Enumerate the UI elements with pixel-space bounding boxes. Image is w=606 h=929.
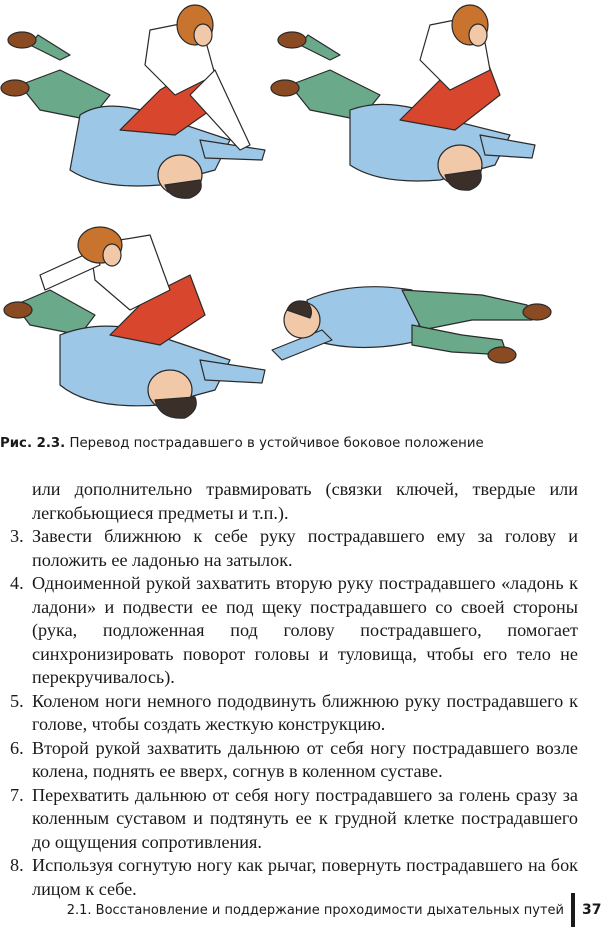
list-number: 6.	[10, 737, 24, 758]
list-text: Второй рукой захватить дальнюю от себя ногу пострадавшего возле колена, поднять ее вверх, согнув в коленном суставе.	[32, 737, 578, 781]
list-item	[10, 525, 578, 572]
list-number: 4.	[10, 573, 24, 593]
list-text: Одноименной рукой захватить вторую руку пострадавшего «ладонь к ладони» и подвести ее под щеку пострадавшего со своей стороны (рука, подложенная под голову пострадавшего, помогает синхронизировать поворот головы и туловища, чтобы его тело не перекручивалось).	[32, 573, 578, 687]
continuation-paragraph: или дополнительно травмировать (связки ключей, твердые или легкобьющиеся предметы и т.п.).	[32, 479, 578, 523]
chapter-title: 2.1. Восстановление и поддержание проходимости дыхательных путей	[66, 903, 564, 918]
steps-list	[10, 525, 578, 901]
list-item	[10, 572, 578, 690]
list-number: 7.	[10, 784, 24, 805]
body-text	[10, 478, 578, 901]
list-item	[10, 854, 578, 901]
list-text: Коленом ноги немного пододвинуть ближнюю руку пострадавшего к голове, чтобы создать жесткую конструкцию.	[32, 690, 578, 734]
illustration-step-3	[0, 215, 290, 430]
list-number: 5.	[10, 690, 24, 711]
list-number: 8.	[10, 855, 24, 875]
list-item	[10, 784, 578, 855]
footer-divider	[571, 893, 575, 927]
figure-caption-label: Рис. 2.3.	[0, 436, 66, 451]
illustration-recovery-position	[262, 270, 606, 380]
figure-caption-text: Перевод пострадавшего в устойчивое боковое положение	[69, 436, 484, 451]
list-text: Используя согнутую ногу как рычаг, повернуть пострадавшего на бок лицом к себе.	[32, 855, 578, 899]
list-item	[10, 690, 578, 737]
page-number: 37	[582, 902, 602, 918]
page-footer	[0, 897, 606, 929]
illustration-step-1	[0, 0, 290, 205]
list-number: 3.	[10, 526, 24, 546]
illustration-step-2	[270, 0, 606, 205]
list-text: Завести ближнюю к себе руку пострадавшего ему за голову и положить ее ладонью на затылок.	[32, 526, 578, 570]
list-text: Перехватить дальнюю от себя ногу пострадавшего за голень сразу за коленным суставом и подтянуть ее к грудной клетке пострадавшего до ощущения сопротивления.	[32, 784, 578, 852]
list-item	[10, 737, 578, 784]
figure-caption	[0, 436, 606, 451]
